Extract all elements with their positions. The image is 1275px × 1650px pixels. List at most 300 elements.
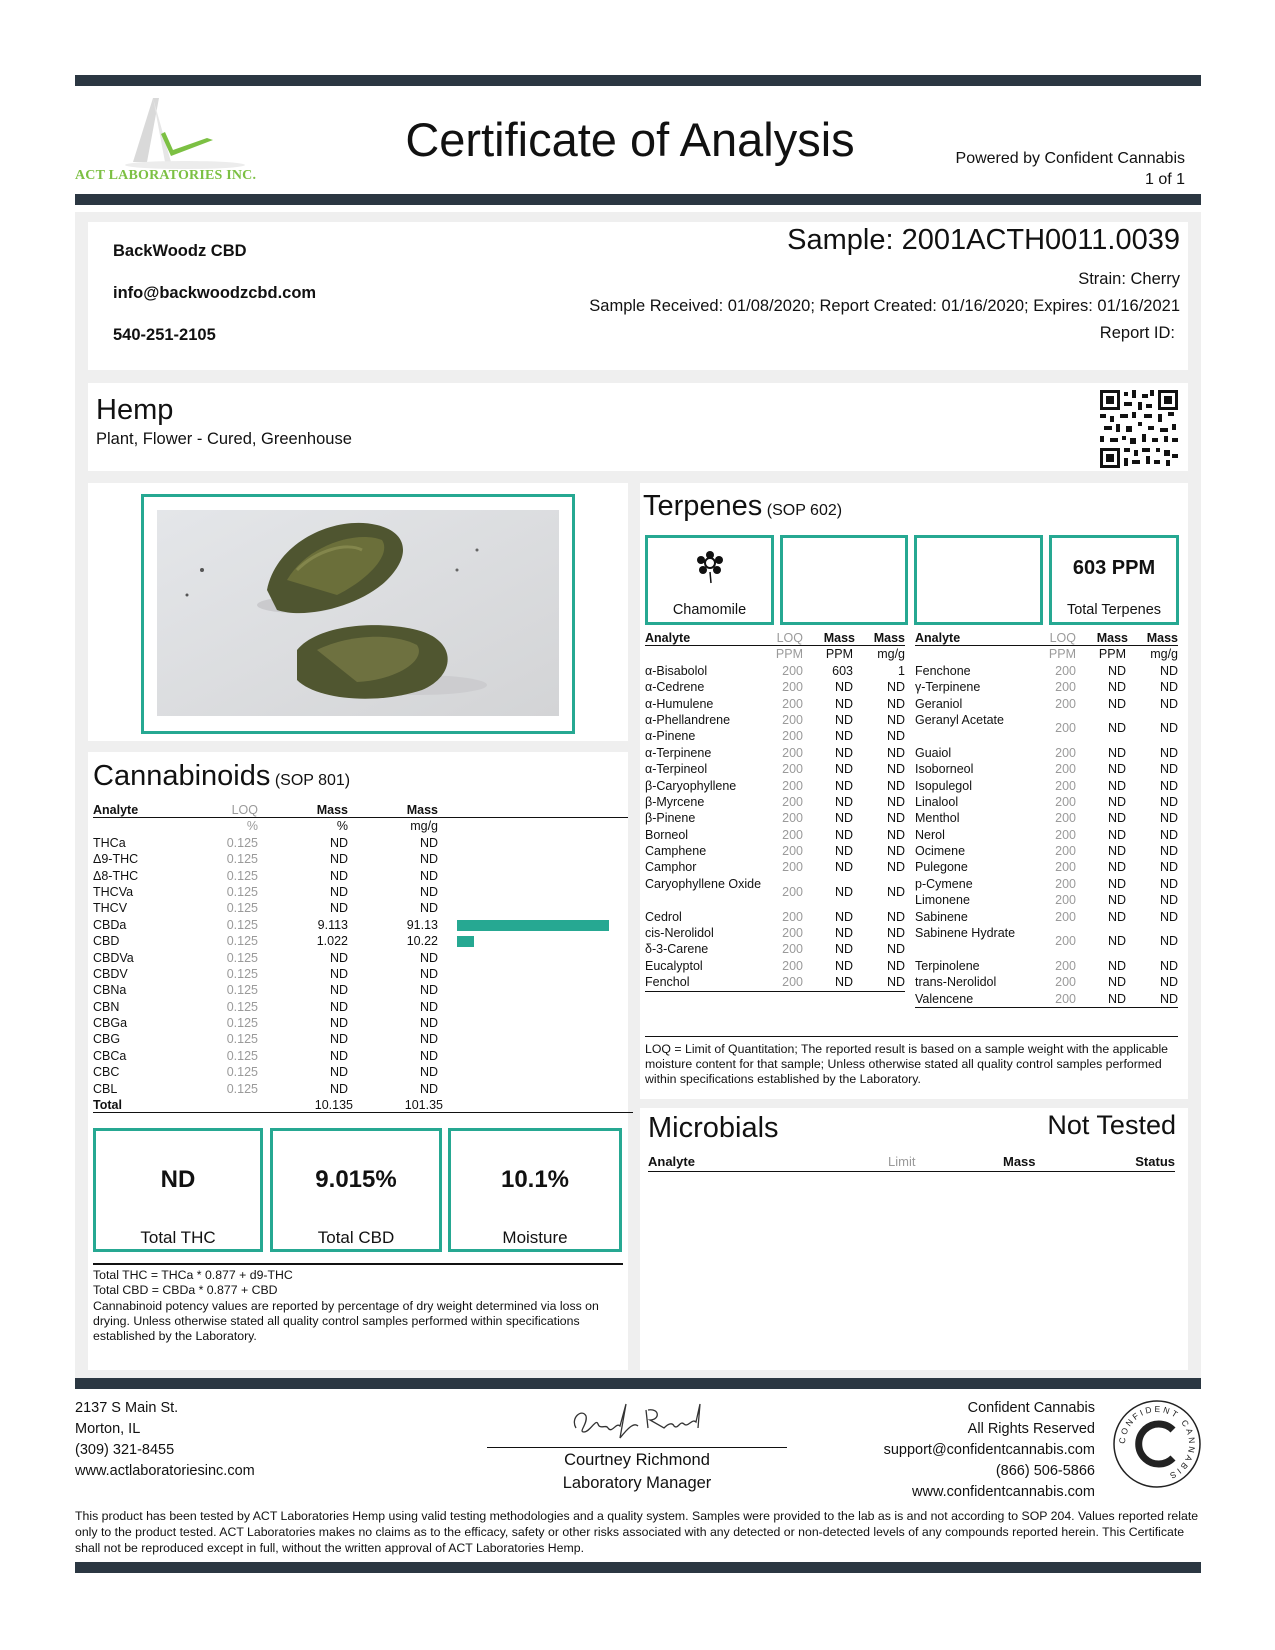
terpene-analyte: p-Cymene: [915, 876, 973, 891]
terpene-row: [915, 810, 1178, 826]
cannabinoid-loq: 0.125: [226, 1016, 258, 1031]
cannabinoid-row: [93, 868, 628, 884]
terpene-loq: 200: [782, 844, 803, 859]
cannabinoid-mass-mg: ND: [419, 1081, 438, 1096]
total-pct: 10.135: [314, 1098, 353, 1113]
seal-text: CONFIDENT CANNABIS: [1116, 1403, 1198, 1482]
terpene-mass-ppm: ND: [1107, 696, 1126, 711]
cannabinoid-bar: [457, 936, 474, 947]
terpene-box-3: [914, 535, 1043, 625]
cannabinoid-analyte: THCa: [93, 835, 126, 850]
hemp-flower-image: [157, 510, 559, 716]
cannabinoid-loq: 0.125: [226, 868, 258, 883]
bottom-bar: [75, 1562, 1201, 1573]
signer-title: Laboratory Manager: [562, 1474, 712, 1492]
terpene-mass-ppm: ND: [1107, 811, 1126, 826]
terpene-mass-ppm: ND: [1107, 893, 1126, 908]
total-terpenes-value: 603 PPM: [1072, 557, 1156, 579]
terpene-row: [645, 778, 905, 794]
micro-col-mass: Mass: [1003, 1154, 1036, 1169]
terpene-analyte: trans-Nerolidol: [915, 975, 997, 990]
terpene-mass-mg: ND: [886, 811, 905, 826]
qr-code[interactable]: [1100, 390, 1178, 468]
terpene-loq: 200: [782, 811, 803, 826]
terpene-loq: 200: [782, 926, 803, 941]
micro-col-limit: Limit: [888, 1154, 916, 1169]
moisture-value: 10.1%: [500, 1166, 570, 1193]
sample-id: Sample: 2001ACTH0011.0039: [787, 224, 1180, 256]
micro-col-analyte: Analyte: [648, 1154, 695, 1169]
cannabinoid-mass-pct: ND: [329, 1065, 348, 1080]
lab-website[interactable]: www.actlaboratoriesinc.com: [75, 1463, 255, 1479]
terpene-mass-mg: ND: [1159, 893, 1178, 908]
cc-phone: (866) 506-5866: [995, 1463, 1095, 1479]
cannabinoid-row: [93, 1048, 628, 1064]
terpene-loq: 200: [1055, 975, 1076, 990]
terpene-mass-ppm: ND: [1107, 720, 1126, 735]
terpene-analyte: Caryophyllene Oxide: [645, 876, 762, 891]
terpene-mass-mg: ND: [1159, 811, 1178, 826]
cannabinoid-mass-pct: ND: [329, 999, 348, 1014]
cannabinoid-mass-pct: 1.022: [316, 934, 348, 949]
terpene-mass-mg: ND: [1159, 958, 1178, 973]
cannabinoid-mass-pct: ND: [329, 1016, 348, 1031]
cannabinoids-heading: [93, 760, 350, 793]
cannabinoid-analyte: THCVa: [93, 884, 134, 899]
terpene-analyte: Menthol: [915, 811, 960, 826]
cannabinoid-mass-mg: ND: [419, 835, 438, 850]
total-thc-value: ND: [160, 1166, 196, 1193]
qr-code-icon: [1100, 390, 1178, 468]
terpene-analyte: α-Cedrene: [645, 680, 705, 695]
unit-loq: %: [246, 819, 258, 834]
terpene-row: [915, 745, 1178, 761]
terpene-mass-mg: ND: [886, 884, 905, 899]
cannabinoid-analyte: THCV: [93, 901, 128, 916]
terp-left-header: [645, 630, 905, 646]
terpene-mass-ppm: ND: [1107, 794, 1126, 809]
terpene-mass-mg: ND: [886, 942, 905, 957]
cannabinoid-loq: 0.125: [226, 999, 258, 1014]
terpene-mass-mg: ND: [886, 860, 905, 875]
terpene-mass-ppm: ND: [1107, 778, 1126, 793]
cannabinoid-mass-mg: ND: [419, 868, 438, 883]
terpene-analyte: β-Caryophyllene: [645, 778, 737, 793]
terpene-mass-mg: ND: [886, 794, 905, 809]
cannabinoid-analyte: CBGa: [93, 1016, 128, 1031]
cannabinoid-notes: [93, 1268, 623, 1344]
total-cbd-value: 9.015%: [315, 1166, 397, 1193]
terpene-mass-ppm: 603: [832, 663, 853, 678]
address-line-1: 2137 S Main St.: [75, 1400, 179, 1416]
terp-unit-ppm: PPM: [825, 647, 853, 662]
terpene-mass-mg: ND: [886, 909, 905, 924]
terpene-row: [645, 925, 905, 941]
terpene-loq: 200: [1055, 827, 1076, 842]
cannabinoids-rows: [93, 835, 628, 1097]
terpene-row: [645, 761, 905, 777]
address-line-2: Morton, IL: [75, 1421, 141, 1437]
terpene-analyte: α-Phellandrene: [645, 712, 731, 727]
terpene-mass-ppm: ND: [834, 844, 853, 859]
lab-address: [75, 1398, 255, 1482]
terpene-mass-ppm: ND: [834, 778, 853, 793]
terpene-mass-ppm: ND: [1107, 958, 1126, 973]
terpene-mass-mg: ND: [1159, 794, 1178, 809]
cannabinoid-loq: 0.125: [226, 934, 258, 949]
terpene-mass-mg: ND: [886, 827, 905, 842]
cannabinoid-mass-pct: ND: [329, 950, 348, 965]
terpene-row: [645, 794, 905, 810]
terpene-analyte: α-Pinene: [645, 729, 696, 744]
terpene-mass-ppm: ND: [834, 975, 853, 990]
terpene-row: [645, 941, 905, 957]
cannabinoids-total-row: [93, 1097, 633, 1113]
terpene-analyte: Eucalyptol: [645, 958, 703, 973]
terpene-loq: 200: [782, 860, 803, 875]
summary-divider: [93, 1263, 623, 1265]
cannabinoid-mass-mg: 10.22: [406, 934, 438, 949]
cannabinoid-row: [93, 1064, 628, 1080]
confident-cannabis-seal: [1111, 1398, 1203, 1490]
confident-cannabis-seal-icon: [1111, 1398, 1203, 1490]
micro-col-status: Status: [1135, 1154, 1175, 1169]
terpene-analyte: Isoborneol: [915, 762, 974, 777]
terpene-analyte: δ-3-Carene: [645, 942, 709, 957]
cannabinoid-loq: 0.125: [226, 1048, 258, 1063]
terpene-analyte: Limonene: [915, 893, 970, 908]
terpene-mass-mg: ND: [1159, 827, 1178, 842]
terpene-analyte: Camphor: [645, 860, 697, 875]
terpene-mass-mg: ND: [886, 778, 905, 793]
terpene-loq: 200: [782, 884, 803, 899]
cannabinoid-mass-pct: ND: [329, 1032, 348, 1047]
cannabinoid-mass-pct: ND: [329, 1081, 348, 1096]
cannabinoid-loq: 0.125: [226, 983, 258, 998]
terpene-row: [915, 876, 1178, 892]
terpene-mass-ppm: ND: [834, 827, 853, 842]
col-analyte: Analyte: [93, 803, 139, 817]
note-total-cbd: Total CBD = CBDa * 0.877 + CBD: [93, 1283, 278, 1298]
terpene-row: [645, 827, 905, 843]
terpene-mass-ppm: ND: [1107, 745, 1126, 760]
terpene-loq: 200: [782, 958, 803, 973]
terpenes-divider: [645, 1036, 1178, 1037]
terpene-loq: 200: [1055, 844, 1076, 859]
cannabinoids-sop: (SOP 801): [274, 772, 351, 789]
terpene-mass-ppm: ND: [834, 860, 853, 875]
cannabinoid-loq: 0.125: [226, 1032, 258, 1047]
header-bottom-bar: [75, 194, 1201, 205]
terpene-analyte: γ-Terpinene: [915, 680, 981, 695]
terpene-mass-ppm: ND: [834, 729, 853, 744]
terpene-loq: 200: [782, 909, 803, 924]
terpene-mass-mg: ND: [886, 712, 905, 727]
terpene-analyte: Camphene: [645, 844, 707, 859]
cannabinoid-row: [93, 933, 628, 949]
terpene-loq: 200: [782, 745, 803, 760]
terpene-loq: 200: [1055, 860, 1076, 875]
terpene-mass-mg: ND: [1159, 934, 1178, 949]
cannabinoid-analyte: CBDV: [93, 966, 128, 981]
cannabinoid-mass-pct: ND: [329, 852, 348, 867]
terp-unit-loq: PPM: [775, 647, 803, 662]
terpene-loq: 200: [782, 975, 803, 990]
terpene-mass-mg: ND: [1159, 860, 1178, 875]
logo-text: ACT LABORATORIES INC.: [75, 168, 257, 183]
terpene-loq: 200: [782, 827, 803, 842]
cannabinoid-row: [93, 1031, 628, 1047]
terpene-mass-ppm: ND: [1107, 860, 1126, 875]
terpene-mass-mg: ND: [1159, 762, 1178, 777]
cannabinoid-loq: 0.125: [226, 917, 258, 932]
cannabinoid-row: [93, 950, 628, 966]
cannabinoids-header-row: [93, 802, 628, 818]
terpene-mass-ppm: ND: [1107, 827, 1126, 842]
terpene-loq: 200: [1055, 991, 1076, 1006]
terp-left-rows: [645, 663, 905, 992]
terpene-mass-mg: ND: [1159, 696, 1178, 711]
signer-name: Courtney Richmond: [564, 1451, 710, 1469]
terpene-mass-ppm: ND: [834, 712, 853, 727]
cannabinoid-mass-pct: ND: [329, 966, 348, 981]
terpene-analyte: α-Terpineol: [645, 762, 708, 777]
terpene-analyte: Fenchol: [645, 975, 690, 990]
terpenes-sop: (SOP 602): [766, 502, 843, 519]
terpene-mass-ppm: ND: [1107, 844, 1126, 859]
cannabinoid-mass-mg: ND: [419, 1065, 438, 1080]
terpene-mass-ppm: ND: [1107, 909, 1126, 924]
cannabinoid-mass-pct: ND: [329, 901, 348, 916]
terpene-loq: 200: [1055, 794, 1076, 809]
terpene-analyte: β-Myrcene: [645, 794, 705, 809]
page-number: 1 of 1: [1144, 171, 1185, 188]
terpene-mass-mg: ND: [886, 729, 905, 744]
terpene-analyte: Linalool: [915, 794, 959, 809]
cannabinoid-mass-pct: ND: [329, 884, 348, 899]
cannabinoid-analyte: CBN: [93, 999, 120, 1014]
cannabinoid-row: [93, 835, 628, 851]
powered-by: Powered by Confident Cannabis: [955, 150, 1185, 167]
cannabinoid-row: [93, 851, 628, 867]
cannabinoid-row: [93, 917, 628, 933]
terp-unit-mg: mg/g: [877, 647, 905, 662]
terp-col-mass-mg: Mass: [873, 631, 905, 645]
terpene-loq: 200: [1055, 934, 1076, 949]
client-phone: 540-251-2105: [113, 326, 216, 344]
cannabinoid-mass-mg: ND: [419, 966, 438, 981]
sample-dates: Sample Received: 01/08/2020; Report Created: 01/16/2020; Expires: 01/16/2021: [589, 297, 1180, 315]
terpene-row: [645, 745, 905, 761]
cannabinoid-loq: 0.125: [226, 835, 258, 850]
cannabinoid-row: [93, 900, 628, 916]
terp-left-units: [645, 646, 905, 662]
terpene-mass-ppm: ND: [834, 696, 853, 711]
cannabinoid-analyte: CBD: [93, 934, 120, 949]
terpene-row: [645, 679, 905, 695]
sample-photo: [157, 510, 559, 716]
terp-unit-ppm-r: PPM: [1098, 647, 1126, 662]
cannabinoid-loq: 0.125: [226, 950, 258, 965]
terpene-analyte: Sabinene Hydrate: [915, 926, 1016, 941]
terp-col-analyte-r: Analyte: [915, 631, 961, 645]
terpenes-heading: [643, 490, 842, 523]
cannabinoid-mass-pct: ND: [329, 868, 348, 883]
cannabinoid-loq: 0.125: [226, 1065, 258, 1080]
terpene-row: [915, 892, 1178, 908]
note-potency: Cannabinoid potency values are reported by percentage of dry weight determined via loss on drying. Unless otherwise stated all quality control samples performed within specifications established by the Laboratory.: [93, 1298, 599, 1344]
product-panel: [88, 383, 1188, 471]
total-terpenes-label: Total Terpenes: [1066, 602, 1162, 618]
cannabinoid-mass-mg: ND: [419, 1032, 438, 1047]
terpene-mass-mg: ND: [886, 958, 905, 973]
terp-unit-loq-r: PPM: [1048, 647, 1076, 662]
terpene-loq: 200: [782, 942, 803, 957]
cannabinoid-loq: 0.125: [226, 1081, 258, 1096]
cannabinoid-analyte: Δ9-THC: [93, 852, 139, 867]
terpene-mass-mg: ND: [1159, 720, 1178, 735]
terpenes-table-left: [645, 630, 905, 992]
cannabinoid-loq: 0.125: [226, 966, 258, 981]
terpene-loq: 200: [1055, 762, 1076, 777]
terpene-mass-mg: ND: [1159, 909, 1178, 924]
terpene-row: [645, 810, 905, 826]
terpene-loq: 200: [782, 762, 803, 777]
cc-contact: [884, 1398, 1095, 1503]
terp-col-mass-mg-r: Mass: [1146, 631, 1178, 645]
col-loq: LOQ: [231, 803, 258, 817]
terpene-analyte: α-Bisabolol: [645, 663, 708, 678]
cc-website[interactable]: www.confidentcannabis.com: [912, 1484, 1095, 1500]
client-name: BackWoodz CBD: [113, 242, 247, 260]
cannabinoid-row: [93, 1015, 628, 1031]
total-thc-label: Total THC: [140, 1228, 216, 1247]
terpene-row: [915, 925, 1178, 958]
terpene-loq: 200: [782, 696, 803, 711]
terpene-mass-ppm: ND: [834, 794, 853, 809]
terpene-row: [645, 859, 905, 875]
total-cbd-label: Total CBD: [317, 1228, 395, 1247]
cannabinoid-analyte: CBG: [93, 1032, 121, 1047]
terpene-row: [915, 859, 1178, 875]
terp-col-mass-ppm: Mass: [823, 631, 855, 645]
cannabinoid-mass-mg: ND: [419, 983, 438, 998]
terpene-loq: 200: [1055, 696, 1076, 711]
terpenes-table-right: [915, 630, 1178, 1008]
terpene-box-2: [780, 535, 908, 625]
terpene-row: [645, 876, 905, 909]
note-total-thc: Total THC = THCa * 0.877 + d9-THC: [93, 1268, 293, 1282]
cannabinoid-bar: [457, 920, 609, 931]
cannabinoid-mass-mg: ND: [419, 950, 438, 965]
terpene-loq: 200: [1055, 680, 1076, 695]
chamomile-flower-icon: [695, 550, 725, 584]
terpene-analyte: cis-Nerolidol: [645, 926, 714, 941]
top-bar: [75, 75, 1201, 86]
terpene-mass-mg: ND: [1159, 876, 1178, 891]
terpene-row: [915, 778, 1178, 794]
terpene-mass-ppm: ND: [1107, 876, 1126, 891]
terpene-loq: 200: [782, 663, 803, 678]
cannabinoids-units-row: [93, 818, 628, 834]
cannabinoid-row: [93, 982, 628, 998]
cannabinoid-mass-mg: 91.13: [406, 917, 438, 932]
terpene-analyte: Geranyl Acetate: [915, 712, 1004, 727]
terp-col-mass-ppm-r: Mass: [1096, 631, 1128, 645]
terpene-row: [915, 712, 1178, 745]
terpene-mass-ppm: ND: [834, 884, 853, 899]
terpene-analyte: β-Pinene: [645, 811, 696, 826]
terp-right-rows: [915, 663, 1178, 1008]
terpene-loq: 200: [1055, 893, 1076, 908]
terpene-mass-mg: ND: [886, 926, 905, 941]
signature-line: [487, 1447, 787, 1448]
cannabinoids-title: Cannabinoids: [93, 760, 271, 792]
terpene-analyte: Isopulegol: [915, 778, 972, 793]
terpene-mass-mg: ND: [886, 696, 905, 711]
unit-mass-pct: %: [336, 819, 348, 834]
cc-name: Confident Cannabis: [967, 1400, 1095, 1416]
terpene-analyte: Valencene: [915, 991, 974, 1006]
terpene-mass-mg: 1: [898, 663, 905, 678]
terpene-mass-mg: ND: [1159, 778, 1178, 793]
terpene-row: [645, 712, 905, 728]
cannabinoid-analyte: CBC: [93, 1065, 120, 1080]
terpene-mass-ppm: ND: [834, 909, 853, 924]
terpene-mass-ppm: ND: [1107, 991, 1126, 1006]
cannabinoid-analyte: CBDa: [93, 917, 127, 932]
terpene-row: [915, 991, 1178, 1007]
cannabinoid-mass-mg: ND: [419, 1048, 438, 1063]
cannabinoid-row: [93, 999, 628, 1015]
terpene-loq: 200: [782, 729, 803, 744]
terpene-mass-ppm: ND: [1107, 934, 1126, 949]
terpene-mass-mg: ND: [886, 680, 905, 695]
cannabinoid-row: [93, 966, 628, 982]
terpene-mass-mg: ND: [1159, 991, 1178, 1006]
terpene-mass-ppm: ND: [834, 680, 853, 695]
cc-email[interactable]: support@confidentcannabis.com: [883, 1442, 1095, 1458]
cannabinoid-mass-pct: 9.113: [317, 917, 348, 932]
terpene-analyte: Guaiol: [915, 745, 952, 760]
terp-col-loq-r: LOQ: [1049, 631, 1076, 645]
cannabinoid-mass-pct: ND: [329, 835, 348, 850]
footer-top-bar: [75, 1378, 1201, 1389]
microbials-header-row: [648, 1154, 1175, 1172]
product-subtype: Plant, Flower - Cured, Greenhouse: [96, 430, 352, 448]
terpenes-title: Terpenes: [643, 490, 763, 522]
report-id: Report ID:: [1099, 324, 1175, 342]
terpene-row: [915, 663, 1178, 679]
terpene-loq: 200: [782, 712, 803, 727]
terpene-row: [645, 843, 905, 859]
terpene-analyte: Nerol: [915, 827, 945, 842]
cannabinoid-mass-pct: ND: [329, 1048, 348, 1063]
terpene-mass-ppm: ND: [834, 958, 853, 973]
microbials-status: Not Tested: [1047, 1110, 1176, 1140]
terpene-loq: 200: [1055, 811, 1076, 826]
cannabinoid-analyte: CBL: [93, 1081, 118, 1096]
terpene-mass-ppm: ND: [1107, 663, 1126, 678]
terpene-mass-mg: ND: [1159, 844, 1178, 859]
act-logo: [75, 92, 275, 187]
terpene-mass-ppm: ND: [834, 811, 853, 826]
cannabinoid-mass-mg: ND: [419, 852, 438, 867]
cannabinoid-mass-mg: ND: [419, 901, 438, 916]
terpene-mass-mg: ND: [886, 975, 905, 990]
product-type: Hemp: [96, 394, 174, 426]
terpene-analyte: Geraniol: [915, 696, 963, 711]
